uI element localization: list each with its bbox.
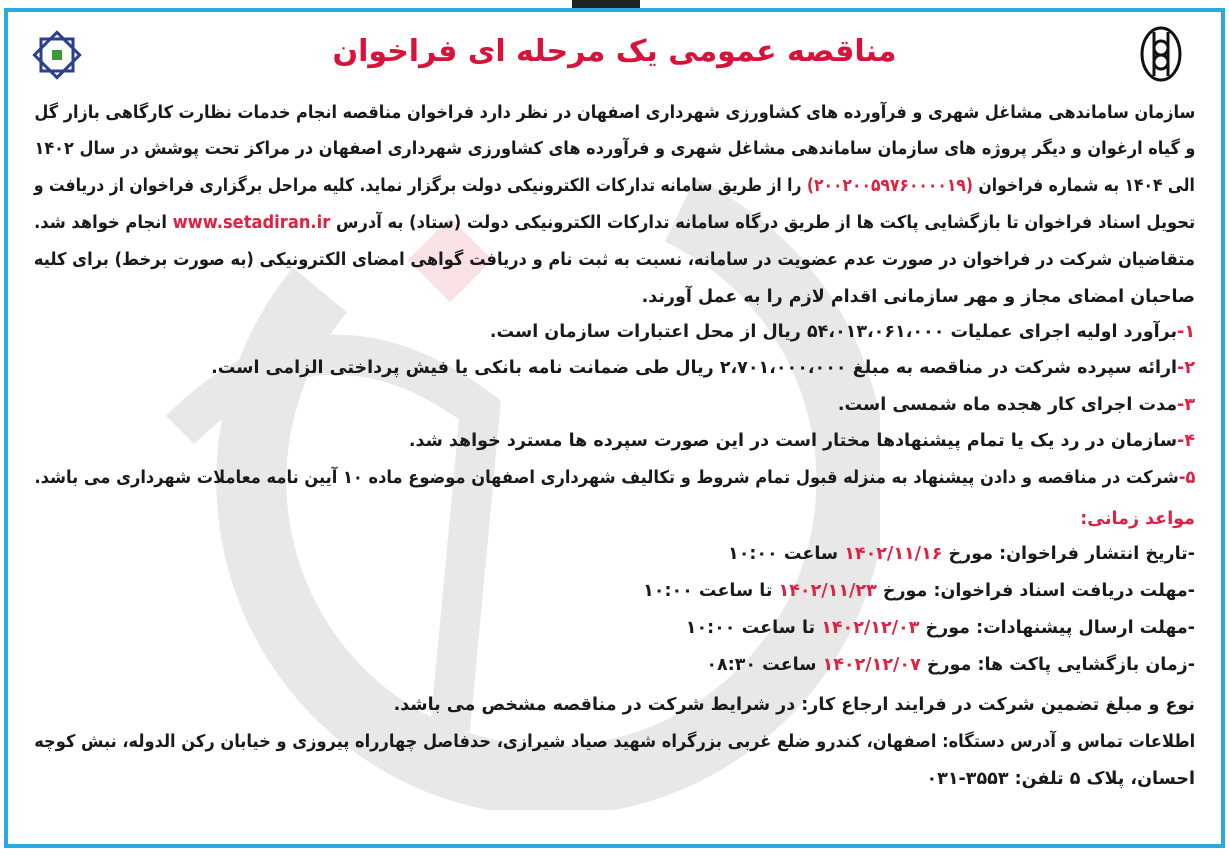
schedule-item: -مهلت دریافت اسناد فراخوان: مورخ ۱۴۰۲/۱۱/۲۳ تا ساعت ۱۰:۰۰ — [643, 581, 1195, 601]
contact-line: احسان، پلاک ۵ تلفن: ۳۵۵۳-۰۳۱ — [926, 769, 1195, 789]
setadiran-link[interactable]: www.setadiran.ir — [172, 213, 331, 233]
list-item: ۳-مدت اجرای کار هجده ماه شمسی است. — [837, 395, 1195, 415]
page-title: مناقصه عمومی یک مرحله ای فراخوان — [332, 34, 897, 69]
list-item: ۱-برآورد اولیه اجرای عملیات ۵۴،۰۱۳،۰۶۱،۰۰۰ ریال از محل اعتبارات سازمان است. — [489, 322, 1195, 342]
intro-line: سازمان ساماندهی مشاغل شهری و فرآورده های کشاورزی شهرداری اصفهان در نظر دارد فراخوان مناقصه انجام خدمات نظارت کارگاهی بازار گل — [34, 103, 1195, 123]
intro-line: الی ۱۴۰۴ به شماره فراخوان (۲۰۰۲۰۰۵۹۷۶۰۰۰۰۱۹) را از طریق سامانه تدارکات الکترونیکی دولت برگزار نماید. کلیه مراحل برگزاری فراخوان از دریافت و — [33, 176, 1195, 196]
schedule-item: -مهلت ارسال پیشنهادات: مورخ ۱۴۰۲/۱۲/۰۳ تا ساعت ۱۰:۰۰ — [685, 618, 1195, 638]
schedule-item: -تاریخ انتشار فراخوان: مورخ ۱۴۰۲/۱۱/۱۶ ساعت ۱۰:۰۰ — [728, 544, 1195, 564]
intro-line: صاحبان امضای مجاز و مهر سازمانی اقدام لازم را به عمل آورند. — [641, 287, 1195, 307]
list-item: ۴-سازمان در رد یک یا تمام پیشنهادها مختار است در این صورت سپرده ها مسترد خواهد شد. — [408, 431, 1195, 451]
guarantee-text: نوع و مبلغ تضمین شرکت در فرایند ارجاع کار: در شرایط شرکت در مناقصه مشخص می باشد. — [393, 695, 1195, 715]
schedule-item: -زمان بازگشایی پاکت ها: مورخ ۱۴۰۲/۱۲/۰۷ ساعت ۰۸:۳۰ — [706, 655, 1195, 675]
contact-line: اطلاعات تماس و آدرس دستگاه: اصفهان، کندرو ضلع غربی بزرگراه شهید صیاد شیرازی، حدفاصل چهارراه پیروزی و خیابان رکن الدوله، نبش کوچه — [34, 732, 1195, 752]
list-item: ۲-ارائه سپرده شرکت در مناقصه به مبلغ ۲،۷۰۱،۰۰۰،۰۰۰ ریال طی ضمانت نامه بانکی یا فیش پرداختی الزامی است. — [211, 358, 1195, 378]
schedule-heading: مواعد زمانی: — [1080, 509, 1195, 529]
intro-line: تحویل اسناد فراخوان تا بازگشایی پاکت ها از طریق درگاه سامانه تدارکات الکترونیکی دولت (ستاد) به آدرس www.setadiran.ir انجام خواهد شد. — [33, 213, 1195, 233]
intro-line: و گیاه ارغوان و دیگر پروژه های سازمان ساماندهی مشاغل شهری و فرآورده های کشاورزی شهرداری اصفهان در مراکز تحت پوشش در سال ۱۴۰۲ — [34, 139, 1195, 159]
tender-number: (۲۰۰۲۰۰۵۹۷۶۰۰۰۰۱۹) — [807, 176, 974, 196]
intro-line: متقاضیان شرکت در فراخوان در صورت عدم عضویت در سامانه، نسبت به ثبت نام و دریافت گواهی امضای الکترونیکی (به صورت برخط) برای کلیه — [33, 250, 1195, 270]
list-item: ۵-شرکت در مناقصه و دادن پیشنهاد به منزله قبول تمام شروط و تکالیف شهرداری اصفهان موضوع ماده ۱۰ آیین نامه معاملات شهرداری می باشد. — [34, 468, 1195, 488]
